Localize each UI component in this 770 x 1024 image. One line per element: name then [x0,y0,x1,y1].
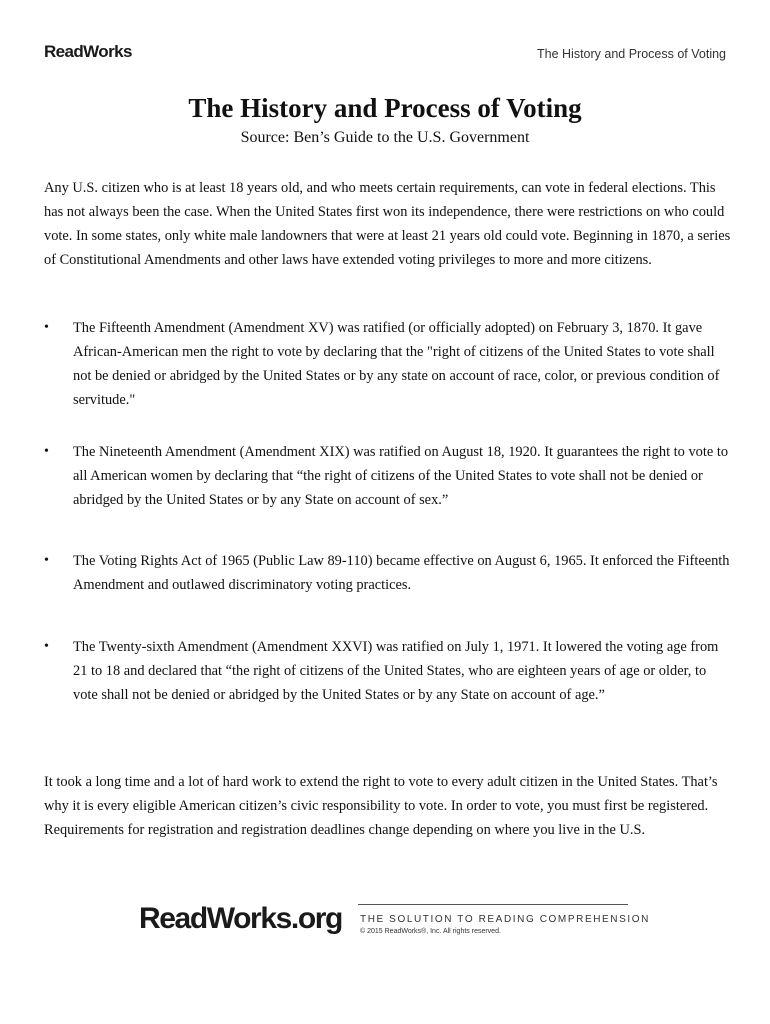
footer-divider [358,904,628,905]
list-item-text: The Fifteenth Amendment (Amendment XV) was ratified (or officially adopted) on February 3, 1870. It gave African-American men the right to vote by declaring that the "right of citizens of the United States to vote shall not be denied or abridged by the United States or by any state on account of race, color, or previous condition of servitude." [73,320,720,408]
bullet-icon: • [44,639,49,654]
bullet-icon: • [44,553,49,568]
list-item [44,549,734,597]
footer-tagline: THE SOLUTION TO READING COMPREHENSION [360,914,650,925]
list-item-text: The Voting Rights Act of 1965 (Public Law 89-110) became effective on August 6, 1965. It enforced the Fifteenth Amendment and outlawed discriminatory voting practices. [73,553,730,593]
list-item [44,635,734,707]
page-title: The History and Process of Voting [188,93,582,123]
list-item [44,440,734,512]
header-logo: ReadWorks [44,42,132,61]
closing-paragraph: It took a long time and a lot of hard work to extend the right to vote to every adult citizen in the United States. That’s why it is every eligible American citizen’s civic responsibility to vote. In order to vote, you must first be registered. Requirements for registration and registration deadlines change depending on where you live in the U.S. [44,774,718,838]
footer-logo: ReadWorks.org [139,902,342,935]
list-item-text: The Nineteenth Amendment (Amendment XIX) was ratified on August 18, 1920. It guarantees the right to vote to all American women by declaring that “the right of citizens of the United States to vote shall not be denied or abridged by the United States or by any State on account of sex.” [73,444,729,508]
intro-paragraph: Any U.S. citizen who is at least 18 years old, and who meets certain requirements, can vote in federal elections. This has not always been the case. When the United States first won its independence, there were restrictions on who could vote. In some states, only white male landowners that were at least 21 years old could vote. Beginning in 1870, a series of Constitutional Amendments and other laws have extended voting privileges to more and more citizens. [44,180,731,268]
footer-copyright: © 2015 ReadWorks®, Inc. All rights reserved. [360,928,501,935]
source-line: Source: Ben’s Guide to the U.S. Government [240,129,530,146]
list-item [44,316,734,412]
list-item-text: The Twenty-sixth Amendment (Amendment XXVI) was ratified on July 1, 1971. It lowered the voting age from 21 to 18 and declared that “the right of citizens of the United States, who are eighteen years of age or older, to vote shall not be denied or abridged by the United States or by any State on account of age.” [73,639,719,703]
bullet-icon: • [44,444,49,459]
header-document-title: The History and Process of Voting [537,47,726,61]
bullet-icon: • [44,320,49,335]
